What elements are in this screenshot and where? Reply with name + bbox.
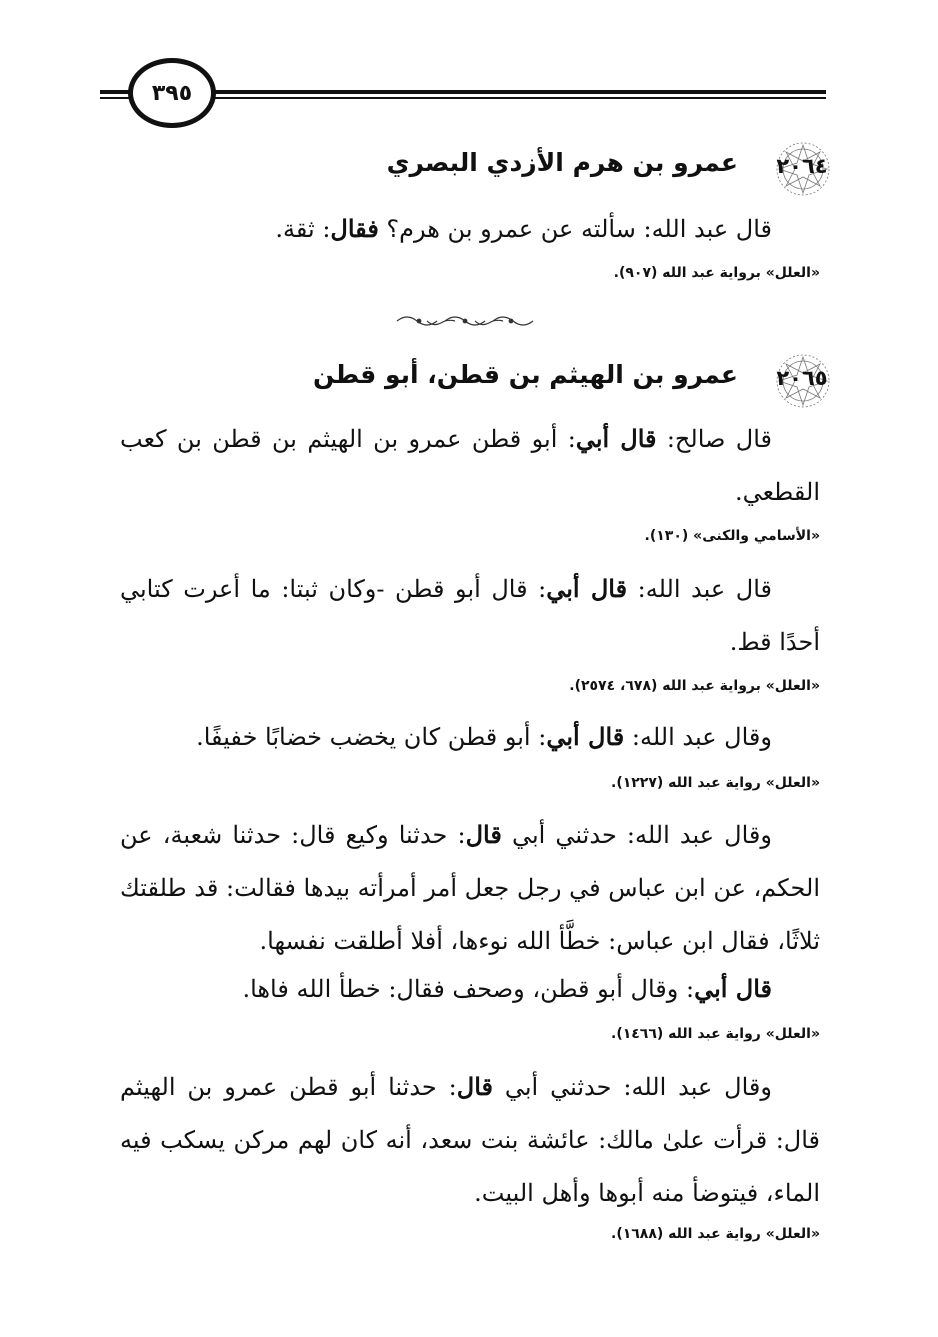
page-number: ٣٩٥ bbox=[128, 58, 216, 128]
text-run: قال عبد الله: سألته عن عمرو بن هرم؟ bbox=[378, 215, 772, 243]
text-run: وقال عبد الله: حدثني أبي bbox=[501, 821, 772, 849]
paragraph bbox=[120, 962, 820, 1016]
bold-run: قال bbox=[456, 1072, 493, 1101]
bold-run: فقال bbox=[330, 214, 379, 243]
source-citation: «الأسامي والكنى» (١٣٠). bbox=[644, 528, 820, 544]
text-run: : وقال أبو قطن، وصحف فقال: خطأ الله فاها. bbox=[242, 975, 695, 1003]
source-citation: «العلل» رواية عبد الله (١٤٦٦). bbox=[611, 1026, 820, 1042]
text-run: : حدثنا أبو قطن عمرو بن الهيثم قال: قرأت علىٰ مالك: عائشة بنت سعد، أنه كان لهم مركن يسكب فيه الماء، فيتوضأ منه أبوها وأهل البيت. bbox=[120, 1073, 820, 1207]
text-run: : أبو قطن كان يخضب خضابًا خفيفًا. bbox=[196, 723, 547, 751]
text-run: وقال عبد الله: حدثني أبي bbox=[492, 1073, 772, 1101]
bold-run: قال أبي bbox=[546, 722, 625, 751]
paragraph bbox=[120, 412, 820, 519]
text-run: : أبو قطن عمرو بن الهيثم بن قطن بن كعب القطعي. bbox=[120, 425, 820, 506]
entry-title: عمرو بن الهيثم بن قطن، أبو قطن bbox=[313, 360, 738, 389]
entry-number-badge bbox=[766, 352, 838, 410]
bold-run: قال أبي bbox=[575, 424, 657, 453]
paragraph bbox=[120, 710, 820, 764]
bold-run: قال bbox=[465, 820, 502, 849]
source-citation: «العلل» برواية عبد الله (٦٧٨، ٢٥٧٤). bbox=[569, 678, 820, 694]
paragraph bbox=[120, 1060, 820, 1220]
entry-header-2065 bbox=[100, 352, 838, 412]
text-run: : قال أبو قطن -وكان ثبتا: ما أعرت كتابي أحدًا قط. bbox=[120, 575, 820, 656]
source-citation: «العلل» برواية عبد الله (٩٠٧). bbox=[613, 265, 820, 281]
paragraph bbox=[120, 202, 820, 256]
paragraph bbox=[120, 808, 820, 968]
entry-number: ٢٠٦٤ bbox=[776, 154, 828, 178]
bold-run: قال أبي bbox=[546, 574, 628, 603]
bold-run: قال أبي bbox=[694, 974, 772, 1003]
text-run: : ثقة. bbox=[275, 215, 331, 243]
entry-number: ٢٠٦٥ bbox=[776, 366, 828, 390]
text-run: قال عبد الله: bbox=[627, 575, 772, 603]
source-citation: «العلل» رواية عبد الله (١٢٢٧). bbox=[611, 775, 820, 791]
text-run: : حدثنا وكيع قال: حدثنا شعبة، عن الحكم، عن ابن عباس في رجل جعل أمر أمرأته بيدها فقالت: قد طلقتك ثلاثًا، فقال ابن عباس: خطَّأ الله نوءها، أفلا أطلقت نفسها. bbox=[120, 821, 820, 955]
entry-number-badge bbox=[766, 140, 838, 198]
paragraph bbox=[120, 562, 820, 669]
source-citation: «العلل» رواية عبد الله (١٦٨٨). bbox=[611, 1226, 820, 1242]
text-run: قال صالح: bbox=[656, 425, 772, 453]
text-run: وقال عبد الله: bbox=[624, 723, 772, 751]
entry-title: عمرو بن هرم الأزدي البصري bbox=[386, 148, 738, 177]
entry-header-2064 bbox=[100, 140, 838, 200]
ornamental-divider-icon bbox=[395, 313, 535, 329]
